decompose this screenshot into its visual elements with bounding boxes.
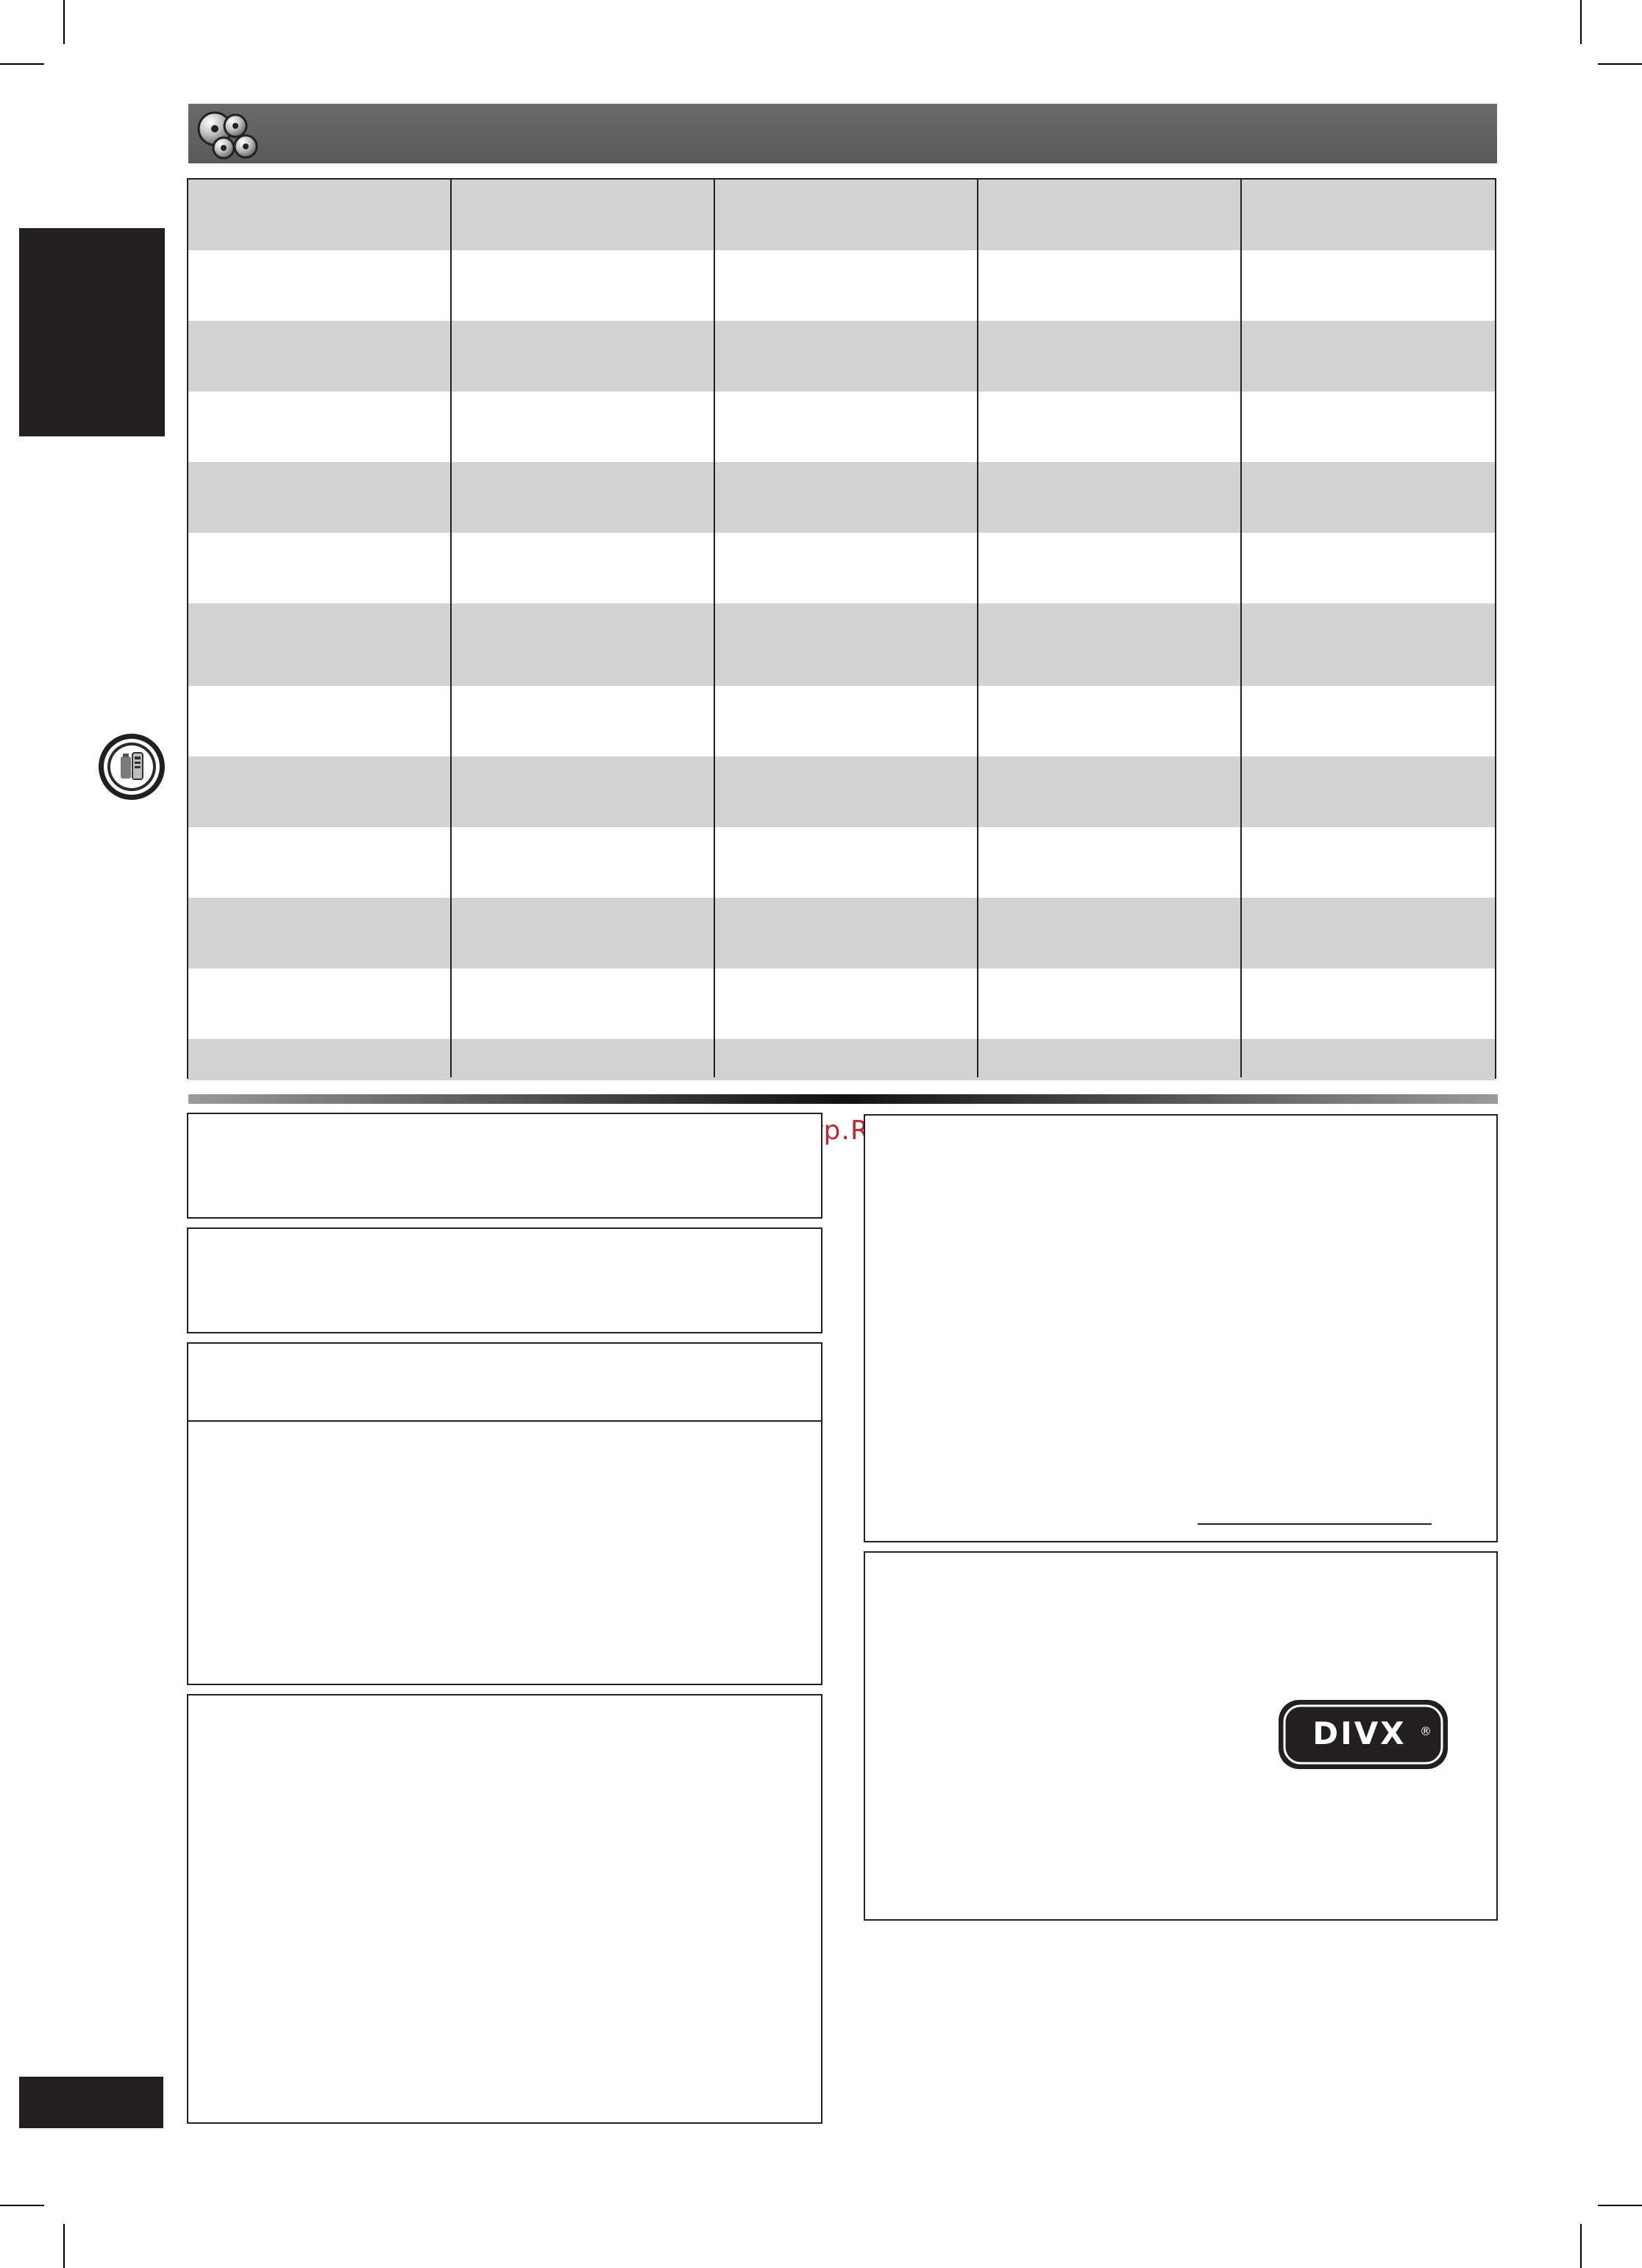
- info-box: [187, 1694, 822, 2124]
- table-row: [188, 391, 1495, 462]
- three-discs-icon: [194, 108, 260, 160]
- crop-mark: [63, 0, 65, 44]
- divx-logo: [1277, 1698, 1449, 1771]
- column-divider: [977, 180, 978, 1077]
- table-row: [188, 968, 1495, 1039]
- remote-battery-icon: [97, 732, 166, 801]
- section-header-bar: [188, 104, 1497, 163]
- table-row: [188, 756, 1495, 827]
- table-row: [188, 250, 1495, 321]
- crop-mark: [1580, 2224, 1582, 2268]
- page-number-tab: [19, 2077, 163, 2128]
- info-box: [187, 1342, 822, 1685]
- section-divider: [188, 1094, 1498, 1104]
- signature-line: [1198, 1523, 1432, 1525]
- crop-mark: [1598, 63, 1642, 65]
- table-row: [188, 180, 1495, 250]
- spec-table: [187, 178, 1496, 1079]
- chapter-tab: [19, 228, 165, 436]
- table-row: [188, 686, 1495, 756]
- divx-logo-text: DIVX: [1312, 1715, 1407, 1751]
- column-divider: [1240, 180, 1242, 1077]
- crop-mark: [0, 2205, 44, 2206]
- table-row: [188, 603, 1495, 686]
- crop-mark: [63, 2224, 65, 2268]
- crop-mark: [1598, 2205, 1642, 2206]
- column-divider: [714, 180, 715, 1077]
- registered-mark: ®: [1420, 1724, 1432, 1738]
- info-box: [187, 1113, 822, 1219]
- table-row: [188, 1039, 1495, 1080]
- column-divider: [450, 180, 452, 1077]
- box-divider: [188, 1420, 821, 1422]
- table-row: [188, 321, 1495, 391]
- table-row: [188, 533, 1495, 603]
- info-box: [187, 1227, 822, 1333]
- table-row: [188, 462, 1495, 533]
- table-row: [188, 898, 1495, 968]
- info-box: [864, 1114, 1498, 1542]
- table-row: [188, 827, 1495, 898]
- crop-mark: [1580, 0, 1582, 44]
- crop-mark: [0, 63, 44, 65]
